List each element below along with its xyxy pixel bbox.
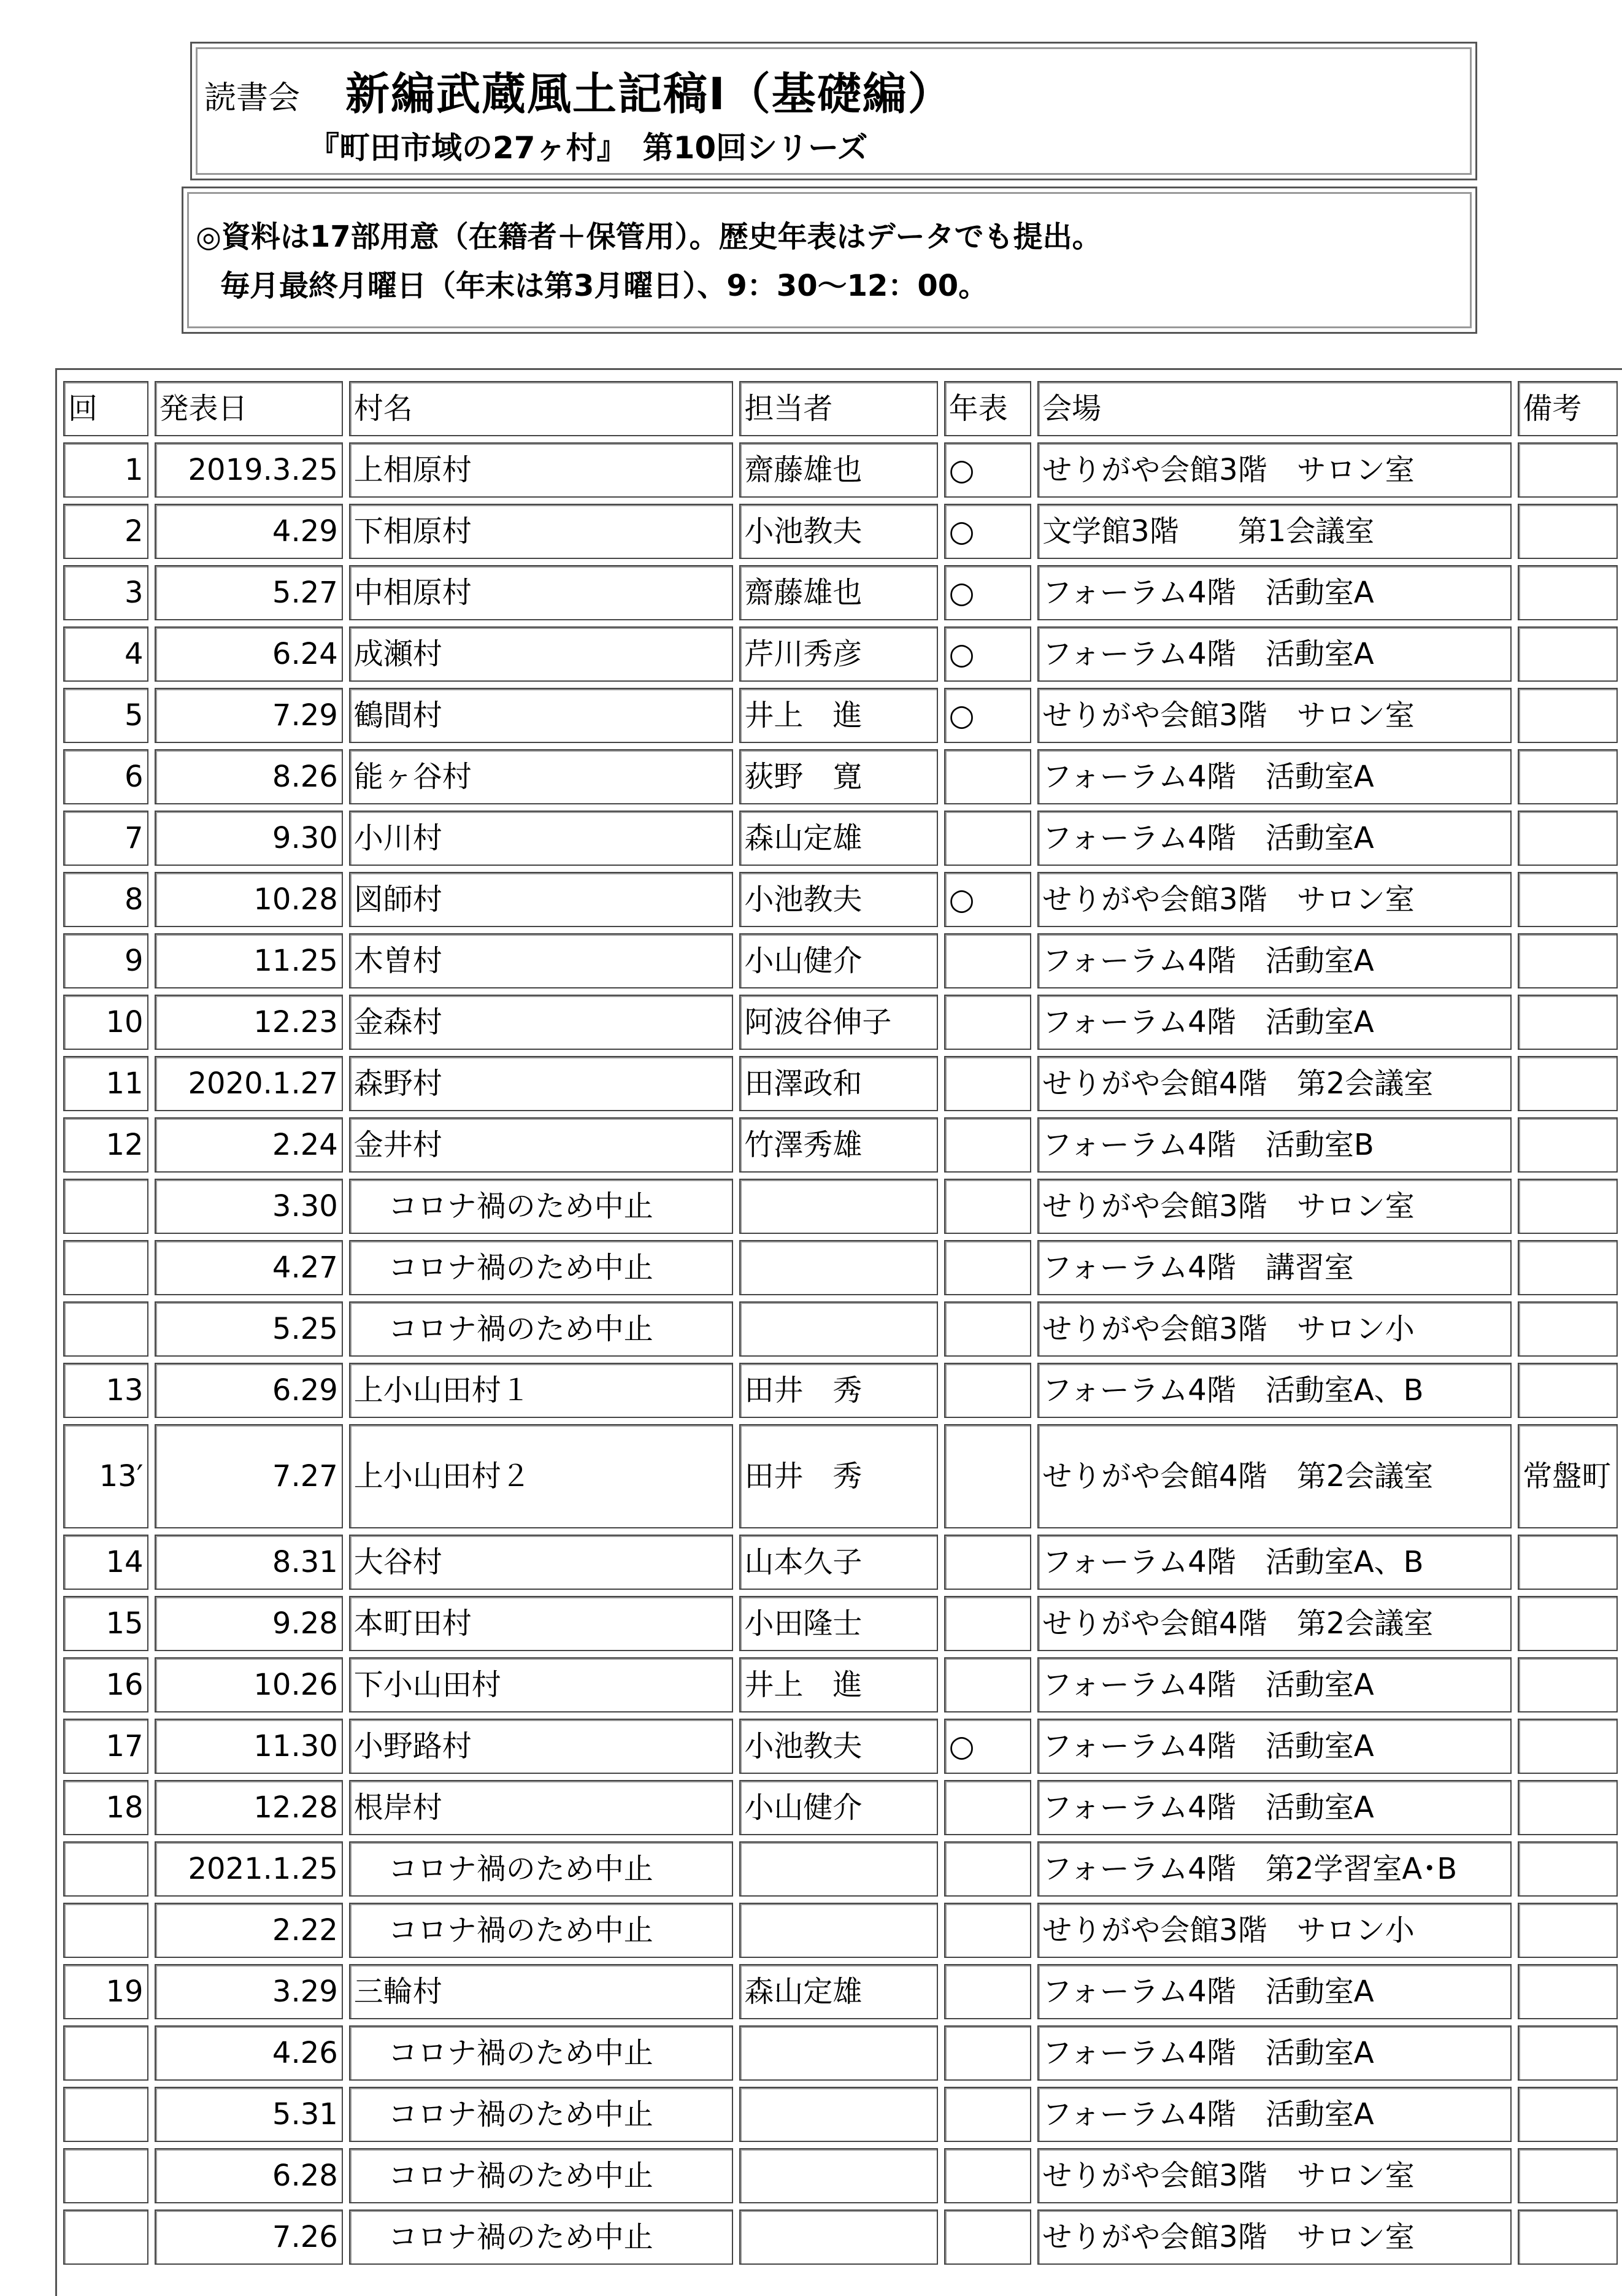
- row-venue: フォーラム4階 活動室A: [1037, 565, 1512, 620]
- row-presenter: [739, 2209, 937, 2265]
- cancelled-label: コロナ禍のため中止: [388, 1913, 653, 1947]
- row-number: 18: [63, 1780, 148, 1835]
- row-chronology-mark: ○: [944, 688, 1032, 743]
- row-presenter: 小池教夫: [739, 1719, 937, 1774]
- row-village: 上小山田村１: [349, 1363, 734, 1418]
- row-village: 金森村: [349, 995, 734, 1050]
- row-venue: せりがや会館4階 第2会議室: [1037, 1596, 1512, 1651]
- row-presenter: 竹澤秀雄: [739, 1117, 937, 1173]
- row-number: [63, 2148, 148, 2203]
- row-village: 上相原村: [349, 442, 734, 498]
- row-venue: せりがや会館4階 第2会議室: [1037, 1056, 1512, 1111]
- row-date: 2.22: [155, 1903, 343, 1958]
- row-village: 下小山田村: [349, 1657, 734, 1712]
- notice-box: [182, 187, 1477, 334]
- row-village: 能ヶ谷村: [349, 749, 734, 804]
- table-row: [63, 1424, 1618, 1528]
- table-row: [63, 1240, 1618, 1295]
- row-number: 13′: [63, 1424, 148, 1528]
- row-venue: フォーラム4階 活動室A: [1037, 2025, 1512, 2081]
- row-chronology-mark: [944, 1424, 1032, 1528]
- table-row: [63, 1179, 1618, 1234]
- row-date: 12.28: [155, 1780, 343, 1835]
- row-date: 10.28: [155, 872, 343, 927]
- header-no: 回: [63, 381, 148, 436]
- row-note: [1518, 2087, 1618, 2142]
- table-row: [63, 565, 1618, 620]
- row-presenter: 小池教夫: [739, 872, 937, 927]
- row-presenter: 小山健介: [739, 933, 937, 988]
- row-note: [1518, 1117, 1618, 1173]
- row-number: 2: [63, 504, 148, 559]
- row-note: [1518, 1841, 1618, 1897]
- row-chronology-mark: [944, 2087, 1032, 2142]
- notice-line-1: ◎資料は17部用意（在籍者＋保管用）。歴史年表はデータでも提出。: [196, 220, 1102, 254]
- row-village: 大谷村: [349, 1535, 734, 1590]
- row-date: 2.24: [155, 1117, 343, 1173]
- row-village: 金井村: [349, 1117, 734, 1173]
- row-date: 8.26: [155, 749, 343, 804]
- row-village: [349, 1301, 734, 1357]
- row-village: [349, 1179, 734, 1234]
- row-note: [1518, 565, 1618, 620]
- row-presenter: [739, 2087, 937, 2142]
- row-date: 2020.1.27: [155, 1056, 343, 1111]
- row-chronology-mark: [944, 749, 1032, 804]
- row-number: [63, 2025, 148, 2081]
- header-presenter: 担当者: [739, 381, 937, 436]
- row-date: 6.24: [155, 626, 343, 682]
- row-venue: せりがや会館4階 第2会議室: [1037, 1424, 1512, 1528]
- row-note: [1518, 504, 1618, 559]
- cancelled-label: コロナ禍のため中止: [388, 2219, 653, 2254]
- table-row: [63, 626, 1618, 682]
- note-text: 常盤町: [1523, 1458, 1612, 1493]
- row-venue: せりがや会館3階 サロン室: [1037, 872, 1512, 927]
- schedule-table-container: [55, 368, 1622, 2296]
- table-row: [63, 1596, 1618, 1651]
- notice-line-2: 毎月最終月曜日（年末は第3月曜日）、9：30～12：00。: [220, 269, 988, 303]
- row-date: 7.29: [155, 688, 343, 743]
- row-presenter: 井上 進: [739, 688, 937, 743]
- row-chronology-mark: [944, 1841, 1032, 1897]
- table-row: [63, 1056, 1618, 1111]
- row-venue: せりがや会館3階 サロン室: [1037, 442, 1512, 498]
- header-venue: 会場: [1037, 381, 1512, 436]
- row-note: [1518, 2025, 1618, 2081]
- table-row: [63, 442, 1618, 498]
- row-number: [63, 1301, 148, 1357]
- row-note: [1518, 811, 1618, 866]
- row-number: [63, 1841, 148, 1897]
- row-venue: フォーラム4階 活動室A: [1037, 1657, 1512, 1712]
- row-venue: 文学館3階 第1会議室: [1037, 504, 1512, 559]
- table-row: [63, 811, 1618, 866]
- row-date: 8.31: [155, 1535, 343, 1590]
- row-presenter: [739, 1841, 937, 1897]
- row-venue: フォーラム4階 活動室A: [1037, 1780, 1512, 1835]
- row-venue: フォーラム4階 活動室B: [1037, 1117, 1512, 1173]
- row-village: [349, 2087, 734, 2142]
- table-row: [63, 688, 1618, 743]
- row-chronology-mark: ○: [944, 504, 1032, 559]
- row-date: 6.29: [155, 1363, 343, 1418]
- table-row: [63, 2209, 1618, 2265]
- row-village: 小川村: [349, 811, 734, 866]
- header-notes: 備考: [1518, 381, 1618, 436]
- row-village: 小野路村: [349, 1719, 734, 1774]
- row-note: [1518, 442, 1618, 498]
- row-note: [1518, 1424, 1618, 1528]
- row-chronology-mark: [944, 1240, 1032, 1295]
- row-number: 17: [63, 1719, 148, 1774]
- row-venue: フォーラム4階 活動室A、B: [1037, 1535, 1512, 1590]
- table-row: [63, 1117, 1618, 1173]
- row-chronology-mark: [944, 1657, 1032, 1712]
- table-row: [63, 1657, 1618, 1712]
- row-presenter: 井上 進: [739, 1657, 937, 1712]
- row-chronology-mark: [944, 1596, 1032, 1651]
- row-chronology-mark: [944, 1780, 1032, 1835]
- row-chronology-mark: ○: [944, 872, 1032, 927]
- row-number: 8: [63, 872, 148, 927]
- row-village: [349, 2025, 734, 2081]
- row-village: 中相原村: [349, 565, 734, 620]
- row-note: [1518, 1179, 1618, 1234]
- row-number: 3: [63, 565, 148, 620]
- row-chronology-mark: ○: [944, 442, 1032, 498]
- table-row: [63, 2087, 1618, 2142]
- table-row: [63, 1719, 1618, 1774]
- header-chronology: 年表: [944, 381, 1032, 436]
- row-village: 上小山田村２: [349, 1424, 734, 1528]
- row-number: 11: [63, 1056, 148, 1111]
- row-number: [63, 2209, 148, 2265]
- title-box: [190, 42, 1477, 180]
- row-date: 9.28: [155, 1596, 343, 1651]
- row-venue: せりがや会館3階 サロン小: [1037, 1903, 1512, 1958]
- row-presenter: 森山定雄: [739, 1964, 937, 2019]
- row-number: 15: [63, 1596, 148, 1651]
- row-number: 7: [63, 811, 148, 866]
- row-date: 11.25: [155, 933, 343, 988]
- row-presenter: 森山定雄: [739, 811, 937, 866]
- row-chronology-mark: [944, 1301, 1032, 1357]
- row-note: [1518, 1657, 1618, 1712]
- row-chronology-mark: [944, 2209, 1032, 2265]
- row-note: [1518, 2148, 1618, 2203]
- row-venue: フォーラム4階 活動室A: [1037, 995, 1512, 1050]
- row-note: [1518, 1780, 1618, 1835]
- row-chronology-mark: ○: [944, 626, 1032, 682]
- row-number: [63, 1179, 148, 1234]
- title-prefix: 読書会: [204, 80, 301, 117]
- row-village: 下相原村: [349, 504, 734, 559]
- cancelled-label: コロナ禍のため中止: [388, 1250, 653, 1285]
- header-village: 村名: [349, 381, 734, 436]
- row-number: 5: [63, 688, 148, 743]
- row-village: 木曽村: [349, 933, 734, 988]
- row-chronology-mark: [944, 1903, 1032, 1958]
- row-number: 4: [63, 626, 148, 682]
- table-row: [63, 1780, 1618, 1835]
- row-village: [349, 1903, 734, 1958]
- row-village: [349, 1240, 734, 1295]
- row-date: 9.30: [155, 811, 343, 866]
- table-row: [63, 1301, 1618, 1357]
- row-presenter: 芹川秀彦: [739, 626, 937, 682]
- table-row: [63, 2148, 1618, 2203]
- schedule-table: [57, 375, 1622, 2271]
- row-date: 4.26: [155, 2025, 343, 2081]
- table-row: [63, 933, 1618, 988]
- row-venue: フォーラム4階 活動室A: [1037, 626, 1512, 682]
- row-chronology-mark: [944, 933, 1032, 988]
- row-number: 13: [63, 1363, 148, 1418]
- table-row: [63, 995, 1618, 1050]
- row-date: 4.29: [155, 504, 343, 559]
- row-venue: フォーラム4階 講習室: [1037, 1240, 1512, 1295]
- row-note: [1518, 1719, 1618, 1774]
- row-note: [1518, 872, 1618, 927]
- page-subtitle: 『町田市域の27ヶ村』 第10回シリーズ: [309, 130, 868, 166]
- row-chronology-mark: [944, 1117, 1032, 1173]
- table-row: [63, 1903, 1618, 1958]
- row-note: [1518, 1301, 1618, 1357]
- cancelled-label: コロナ禍のため中止: [388, 2097, 653, 2132]
- cancelled-label: コロナ禍のため中止: [388, 2035, 653, 2070]
- row-presenter: 小池教夫: [739, 504, 937, 559]
- row-date: 6.28: [155, 2148, 343, 2203]
- row-chronology-mark: [944, 2025, 1032, 2081]
- cancelled-label: コロナ禍のため中止: [388, 1188, 653, 1223]
- row-note: [1518, 1363, 1618, 1418]
- row-number: 9: [63, 933, 148, 988]
- row-date: 7.26: [155, 2209, 343, 2265]
- row-presenter: 齋藤雄也: [739, 565, 937, 620]
- row-note: [1518, 1056, 1618, 1111]
- row-number: 14: [63, 1535, 148, 1590]
- row-note: [1518, 1596, 1618, 1651]
- row-presenter: [739, 2025, 937, 2081]
- row-presenter: [739, 2148, 937, 2203]
- row-date: 10.26: [155, 1657, 343, 1712]
- row-note: [1518, 933, 1618, 988]
- row-date: 11.30: [155, 1719, 343, 1774]
- row-date: 7.27: [155, 1424, 343, 1528]
- row-venue: フォーラム4階 活動室A: [1037, 749, 1512, 804]
- row-village: 三輪村: [349, 1964, 734, 2019]
- row-chronology-mark: [944, 1363, 1032, 1418]
- row-note: [1518, 2209, 1618, 2265]
- row-number: 12: [63, 1117, 148, 1173]
- table-row: [63, 1841, 1618, 1897]
- row-note: [1518, 1903, 1618, 1958]
- row-chronology-mark: [944, 811, 1032, 866]
- row-presenter: 田井 秀: [739, 1363, 937, 1418]
- row-note: [1518, 626, 1618, 682]
- row-presenter: [739, 1179, 937, 1234]
- row-chronology-mark: ○: [944, 1719, 1032, 1774]
- row-venue: フォーラム4階 活動室A、B: [1037, 1363, 1512, 1418]
- table-row: [63, 1964, 1618, 2019]
- row-note: [1518, 1240, 1618, 1295]
- row-venue: フォーラム4階 活動室A: [1037, 811, 1512, 866]
- table-row: [63, 1363, 1618, 1418]
- row-chronology-mark: [944, 1535, 1032, 1590]
- cancelled-label: コロナ禍のため中止: [388, 2158, 653, 2193]
- row-presenter: [739, 1240, 937, 1295]
- row-venue: せりがや会館3階 サロン小: [1037, 1301, 1512, 1357]
- row-date: 5.31: [155, 2087, 343, 2142]
- row-village: 本町田村: [349, 1596, 734, 1651]
- row-date: 3.30: [155, 1179, 343, 1234]
- row-presenter: 荻野 寛: [739, 749, 937, 804]
- row-presenter: 小田隆士: [739, 1596, 937, 1651]
- row-number: 19: [63, 1964, 148, 2019]
- row-presenter: 山本久子: [739, 1535, 937, 1590]
- row-date: 5.25: [155, 1301, 343, 1357]
- row-venue: フォーラム4階 活動室A: [1037, 1964, 1512, 2019]
- row-village: 図師村: [349, 872, 734, 927]
- table-header-row: [63, 381, 1618, 436]
- row-presenter: 田井 秀: [739, 1424, 937, 1528]
- cancelled-label: コロナ禍のため中止: [388, 1311, 653, 1346]
- table-row: [63, 872, 1618, 927]
- row-chronology-mark: [944, 1964, 1032, 2019]
- row-presenter: 阿波谷伸子: [739, 995, 937, 1050]
- row-presenter: 田澤政和: [739, 1056, 937, 1111]
- row-village: 根岸村: [349, 1780, 734, 1835]
- row-chronology-mark: [944, 1056, 1032, 1111]
- row-village: [349, 2148, 734, 2203]
- row-date: 3.29: [155, 1964, 343, 2019]
- row-village: [349, 1841, 734, 1897]
- row-note: [1518, 749, 1618, 804]
- header-date: 発表日: [155, 381, 343, 436]
- row-presenter: [739, 1301, 937, 1357]
- row-village: 森野村: [349, 1056, 734, 1111]
- row-note: [1518, 1535, 1618, 1590]
- table-row: [63, 2025, 1618, 2081]
- row-presenter: 小山健介: [739, 1780, 937, 1835]
- row-date: 12.23: [155, 995, 343, 1050]
- table-row: [63, 749, 1618, 804]
- row-venue: フォーラム4階 第2学習室A･B: [1037, 1841, 1512, 1897]
- row-number: 1: [63, 442, 148, 498]
- row-venue: せりがや会館3階 サロン室: [1037, 1179, 1512, 1234]
- row-date: 5.27: [155, 565, 343, 620]
- table-body: [63, 442, 1618, 2265]
- row-venue: せりがや会館3階 サロン室: [1037, 2209, 1512, 2265]
- row-chronology-mark: [944, 995, 1032, 1050]
- row-date: 4.27: [155, 1240, 343, 1295]
- row-venue: せりがや会館3階 サロン室: [1037, 688, 1512, 743]
- row-chronology-mark: ○: [944, 565, 1032, 620]
- row-number: [63, 1240, 148, 1295]
- row-venue: せりがや会館3階 サロン室: [1037, 2148, 1512, 2203]
- row-number: 6: [63, 749, 148, 804]
- page-title: 新編武蔵風土記稿Ⅰ（基礎編）: [345, 68, 953, 120]
- row-note: [1518, 995, 1618, 1050]
- row-venue: フォーラム4階 活動室A: [1037, 933, 1512, 988]
- row-number: [63, 2087, 148, 2142]
- row-village: 鶴間村: [349, 688, 734, 743]
- row-note: [1518, 1964, 1618, 2019]
- row-chronology-mark: [944, 1179, 1032, 1234]
- row-chronology-mark: [944, 2148, 1032, 2203]
- row-venue: フォーラム4階 活動室A: [1037, 1719, 1512, 1774]
- row-number: 10: [63, 995, 148, 1050]
- row-number: 16: [63, 1657, 148, 1712]
- row-presenter: [739, 1903, 937, 1958]
- row-date: 2019.3.25: [155, 442, 343, 498]
- row-date: 2021.1.25: [155, 1841, 343, 1897]
- row-number: [63, 1903, 148, 1958]
- row-venue: フォーラム4階 活動室A: [1037, 2087, 1512, 2142]
- row-village: [349, 2209, 734, 2265]
- row-presenter: 齋藤雄也: [739, 442, 937, 498]
- table-row: [63, 1535, 1618, 1590]
- table-row: [63, 504, 1618, 559]
- row-note: [1518, 688, 1618, 743]
- row-village: 成瀬村: [349, 626, 734, 682]
- cancelled-label: コロナ禍のため中止: [388, 1851, 653, 1886]
